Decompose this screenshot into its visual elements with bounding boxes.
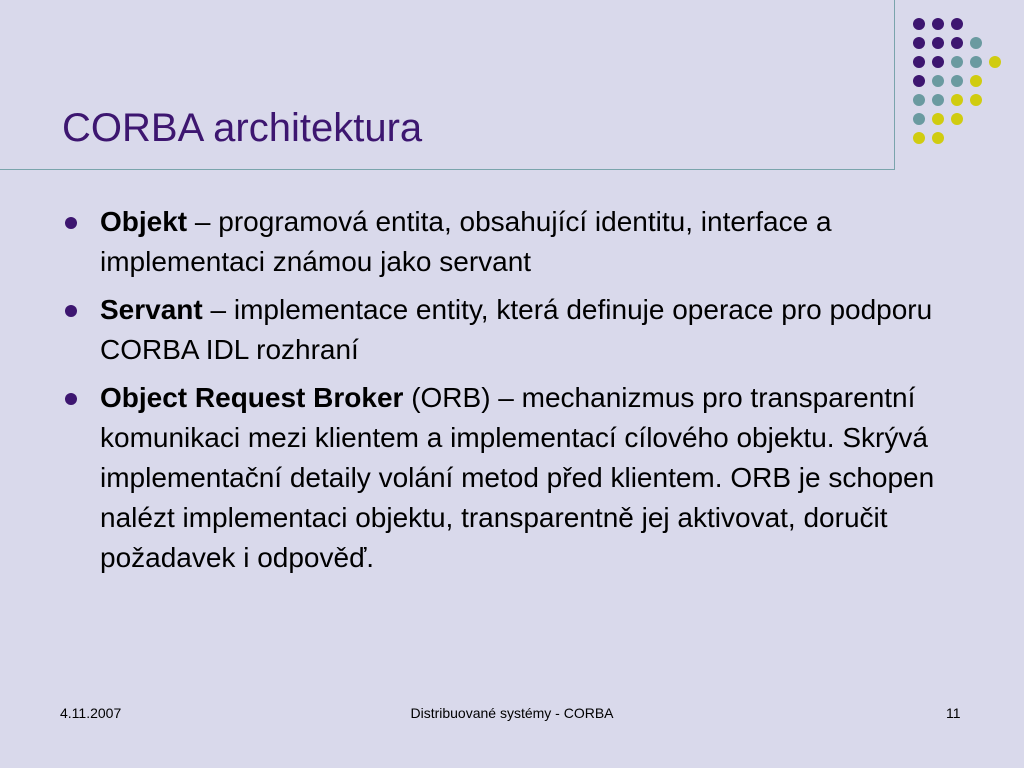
bullet-item-objekt xyxy=(62,202,982,282)
bullet-icon xyxy=(65,305,77,317)
dot xyxy=(913,132,925,144)
bullet-text: – implementace entity, která definuje operace pro podporu CORBA IDL rozhraní xyxy=(100,294,933,365)
dot xyxy=(913,56,925,68)
dot xyxy=(951,18,963,30)
dot xyxy=(913,75,925,87)
dot xyxy=(951,75,963,87)
dot xyxy=(970,75,982,87)
bullet-list xyxy=(62,202,982,586)
dot xyxy=(913,94,925,106)
dot xyxy=(989,56,1001,68)
dot xyxy=(932,37,944,49)
dot xyxy=(951,94,963,106)
bullet-item-orb xyxy=(62,378,982,578)
dot xyxy=(932,75,944,87)
dot xyxy=(932,56,944,68)
dot xyxy=(970,37,982,49)
dot xyxy=(951,37,963,49)
bullet-text: (ORB) – mechanizmus pro transparentní komunikaci mezi klientem a implementací cílového objektu. Skrývá implementační detaily volání metod před klientem. ORB je schopen nalézt implementaci objektu, transparentně jej aktivovat, doručit požadavek i odpověď. xyxy=(100,382,935,573)
dot xyxy=(932,113,944,125)
dot xyxy=(932,94,944,106)
bullet-text: – programová entita, obsahující identitu, interface a implementaci známou jako servant xyxy=(100,206,832,277)
dot xyxy=(932,18,944,30)
dot xyxy=(913,113,925,125)
decorative-dot-grid xyxy=(905,10,1015,150)
dot xyxy=(951,113,963,125)
footer-page-number: 11 xyxy=(946,705,961,721)
bullet-term: Object Request Broker xyxy=(100,382,404,413)
bullet-icon xyxy=(65,393,77,405)
footer-date: 4.11.2007 xyxy=(60,705,122,721)
title-area xyxy=(0,0,895,170)
dot xyxy=(913,18,925,30)
footer-title: Distribuované systémy - CORBA xyxy=(410,705,614,721)
bullet-term: Objekt xyxy=(100,206,188,237)
dot xyxy=(932,132,944,144)
dot xyxy=(970,94,982,106)
slide-title: CORBA architektura xyxy=(62,106,423,150)
bullet-icon xyxy=(65,217,77,229)
dot xyxy=(970,56,982,68)
bullet-term: Servant xyxy=(100,294,203,325)
dot xyxy=(913,37,925,49)
bullet-item-servant xyxy=(62,290,982,370)
dot xyxy=(951,56,963,68)
